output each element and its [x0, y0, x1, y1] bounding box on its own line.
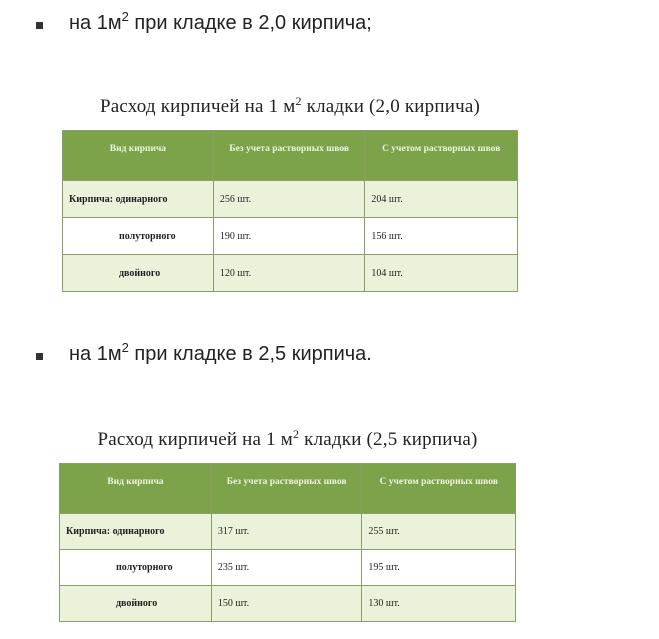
- brick-type-cell: двойного: [63, 255, 214, 292]
- brick-type-cell: полуторного: [63, 218, 214, 255]
- bullet-text: на $1м^2$ при кладке в 2,5 кирпича.: [69, 340, 372, 365]
- table-row: [63, 218, 518, 255]
- count-with-joints: 255 шт.: [362, 514, 516, 550]
- brick-type-cell: Кирпича: одинарного: [60, 514, 212, 550]
- table-row: [60, 586, 516, 622]
- count-without-joints: 317 шт.: [211, 514, 362, 550]
- column-header: С учетом растворных швов: [362, 464, 516, 514]
- table-header-row: [63, 131, 518, 181]
- column-header: Без учета растворных швов: [211, 464, 362, 514]
- count-without-joints: 190 шт.: [213, 218, 365, 255]
- count-without-joints: 150 шт.: [211, 586, 362, 622]
- column-header: Без учета растворных швов: [213, 131, 365, 181]
- count-without-joints: 256 шт.: [213, 181, 365, 218]
- count-with-joints: 195 шт.: [362, 550, 516, 586]
- bullet-icon: [36, 22, 43, 29]
- consumption-table-block-2: [59, 429, 516, 622]
- table-row: [63, 181, 518, 218]
- consumption-table-block-1: [62, 96, 518, 292]
- table-title: Расход кирпичей на 1 $м^2$ кладки (2,0 кирпича): [100, 94, 480, 117]
- table-header-row: [60, 464, 516, 514]
- count-with-joints: 130 шт.: [362, 586, 516, 622]
- consumption-table: [62, 130, 518, 292]
- brick-type-cell: Кирпича: одинарного: [63, 181, 214, 218]
- brick-type-cell: полуторного: [60, 550, 212, 586]
- bullet-icon: [36, 353, 43, 360]
- consumption-table: [59, 463, 516, 622]
- count-with-joints: 204 шт.: [365, 181, 518, 218]
- bullet-text: на $1м^2$ при кладке в 2,0 кирпича;: [69, 9, 372, 34]
- table-title: Расход кирпичей на 1 $м^2$ кладки (2,5 кирпича): [97, 427, 478, 450]
- count-without-joints: 235 шт.: [211, 550, 362, 586]
- brick-type-cell: двойного: [60, 586, 212, 622]
- table-row: [60, 550, 516, 586]
- bullet-item-1: [36, 9, 372, 35]
- column-header: Вид кирпича: [60, 464, 212, 514]
- column-header: Вид кирпича: [63, 131, 214, 181]
- count-without-joints: 120 шт.: [213, 255, 365, 292]
- column-header: С учетом растворных швов: [365, 131, 518, 181]
- table-row: [60, 514, 516, 550]
- bullet-item-2: [36, 340, 372, 366]
- table-row: [63, 255, 518, 292]
- count-with-joints: 156 шт.: [365, 218, 518, 255]
- count-with-joints: 104 шт.: [365, 255, 518, 292]
